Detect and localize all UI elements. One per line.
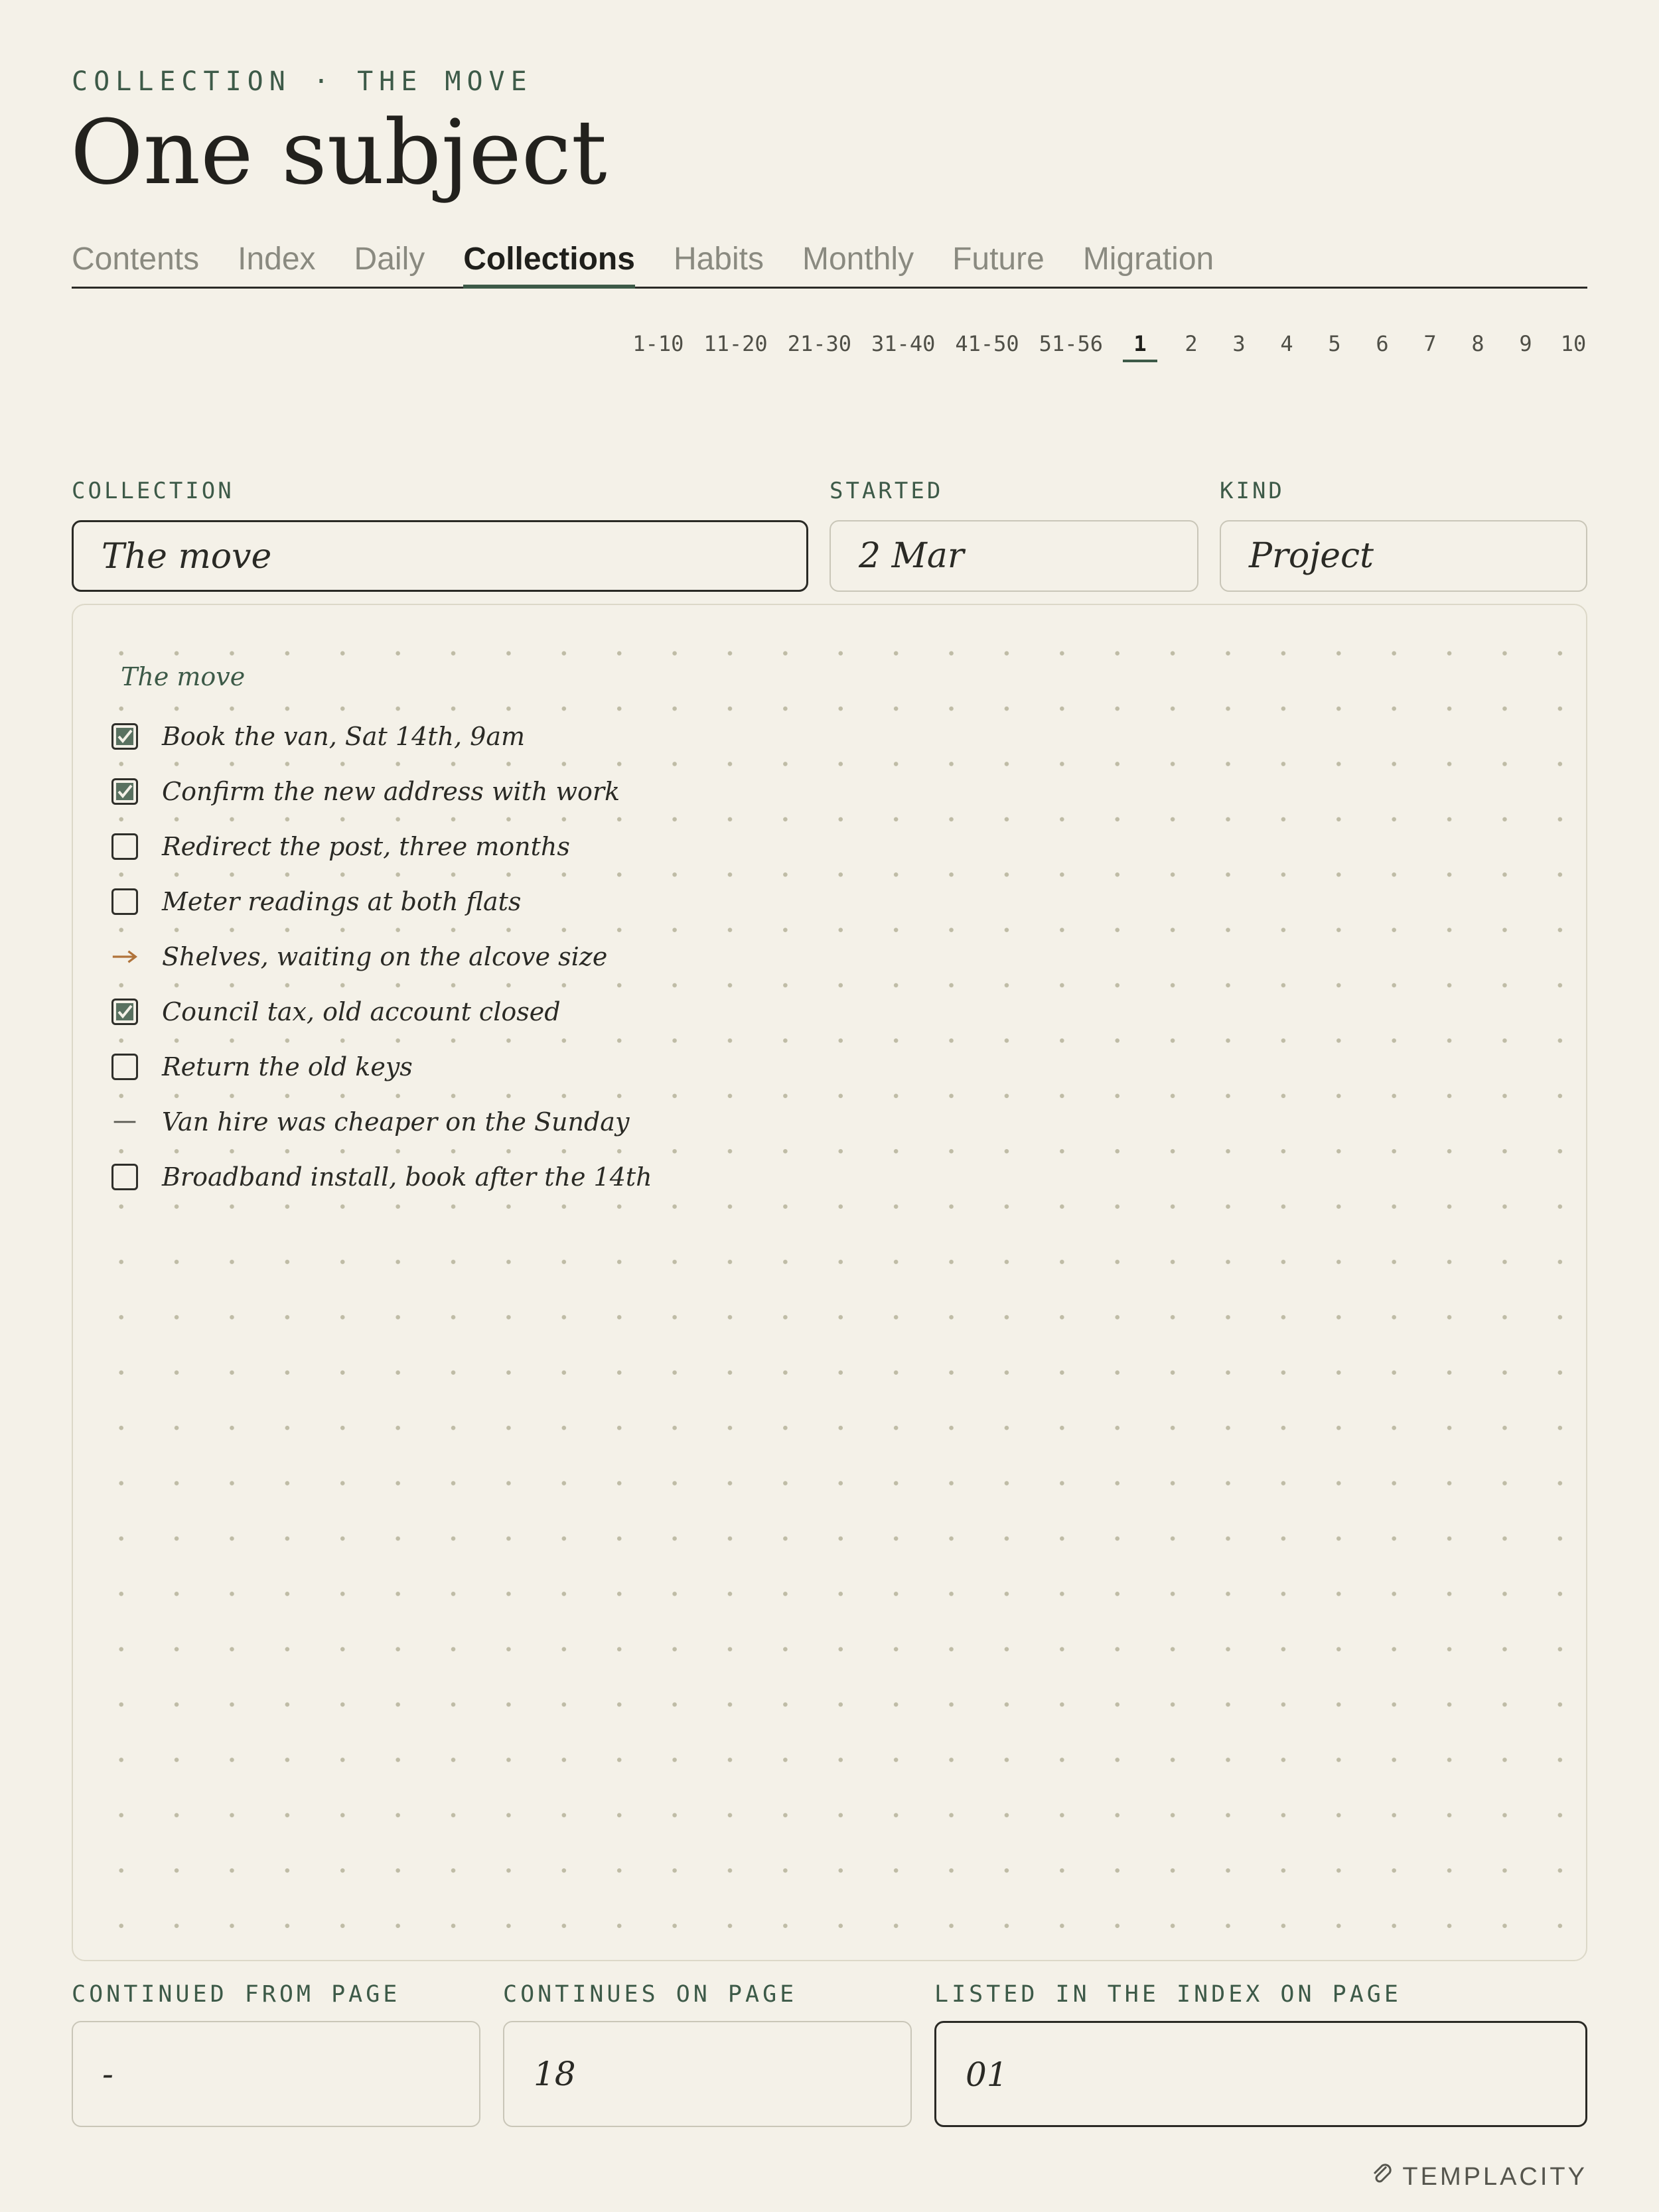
pager-range-41-50[interactable]: 41-50	[955, 331, 1019, 356]
checked-checkbox-icon[interactable]	[111, 723, 138, 750]
pager-range-31-40[interactable]: 31-40	[871, 331, 936, 356]
tab-daily[interactable]: Daily	[354, 242, 425, 277]
list-item-text: Return the old keys	[162, 1052, 413, 1081]
pager-range-1-10[interactable]: 1-10	[632, 331, 684, 356]
list-item-text: Shelves, waiting on the alcove size	[162, 942, 608, 971]
pager-page-6[interactable]: 6	[1376, 331, 1389, 356]
list-item	[111, 772, 620, 811]
pager-page-9[interactable]: 9	[1519, 331, 1532, 356]
unchecked-checkbox-icon[interactable]	[111, 1164, 138, 1190]
started-date-input[interactable]: 2 Mar	[830, 520, 1198, 592]
list-item-text: Van hire was cheaper on the Sunday	[162, 1107, 630, 1137]
brand-name: TEMPLACITY	[1402, 2162, 1587, 2191]
pager-range-11-20[interactable]: 11-20	[703, 331, 768, 356]
list-item	[111, 1047, 413, 1087]
pager-range-51-56[interactable]: 51-56	[1039, 331, 1103, 356]
checked-checkbox-icon[interactable]	[111, 999, 138, 1025]
tab-monthly[interactable]: Monthly	[802, 242, 914, 277]
section-tabs	[72, 232, 1587, 289]
list-item	[111, 937, 607, 977]
kind-input[interactable]: Project	[1220, 520, 1587, 592]
continued-from-input[interactable]: -	[72, 2021, 480, 2127]
tab-index[interactable]: Index	[238, 242, 316, 277]
list-item-text: Council tax, old account closed	[162, 997, 561, 1026]
page-pager	[613, 329, 1587, 362]
list-heading: The move	[121, 662, 246, 691]
page-title: One subject	[70, 101, 607, 204]
continues-on-input[interactable]: 18	[503, 2021, 912, 2127]
kind-field-label: KIND	[1220, 478, 1285, 504]
unchecked-checkbox-icon[interactable]	[111, 833, 138, 860]
list-item	[111, 1157, 652, 1197]
tab-habits[interactable]: Habits	[673, 242, 764, 277]
paperclip-icon	[1369, 2160, 1402, 2193]
unchecked-checkbox-icon[interactable]	[111, 1054, 138, 1080]
list-item	[111, 882, 521, 922]
migrated-arrow-icon	[111, 943, 138, 970]
pager-page-10[interactable]: 10	[1560, 331, 1587, 356]
pager-page-8[interactable]: 8	[1471, 331, 1484, 356]
pager-page-5[interactable]: 5	[1328, 331, 1341, 356]
list-item	[111, 827, 570, 866]
list-item-text: Meter readings at both flats	[162, 887, 522, 916]
tab-future[interactable]: Future	[952, 242, 1045, 277]
index-page-input[interactable]: 01	[934, 2021, 1587, 2127]
unchecked-checkbox-icon[interactable]	[111, 888, 138, 915]
list-item	[111, 1102, 629, 1142]
pager-page-4[interactable]: 4	[1280, 331, 1293, 356]
collection-eyebrow: COLLECTION · THE MOVE	[72, 66, 533, 97]
list-item-text: Confirm the new address with work	[162, 777, 620, 806]
list-item	[111, 717, 525, 756]
collection-name-input[interactable]: The move	[72, 520, 808, 592]
pager-page-7[interactable]: 7	[1423, 331, 1437, 356]
note-dash-icon	[111, 1109, 138, 1135]
brand-logo	[1369, 2160, 1587, 2193]
list-item-text: Book the van, Sat 14th, 9am	[162, 722, 526, 751]
pager-page-2[interactable]: 2	[1185, 331, 1198, 356]
checked-checkbox-icon[interactable]	[111, 778, 138, 805]
continued-from-label: CONTINUED FROM PAGE	[72, 1981, 401, 2008]
index-page-label: LISTED IN THE INDEX ON PAGE	[934, 1981, 1402, 2008]
continues-on-label: CONTINUES ON PAGE	[503, 1981, 798, 2008]
list-item	[111, 992, 561, 1032]
pager-range-21-30[interactable]: 21-30	[787, 331, 852, 356]
list-item-text: Redirect the post, three months	[162, 832, 570, 861]
pager-page-3[interactable]: 3	[1232, 331, 1246, 356]
collection-field-label: COLLECTION	[72, 478, 234, 504]
tab-collections[interactable]: Collections	[463, 232, 635, 287]
tab-migration[interactable]: Migration	[1082, 242, 1214, 277]
started-field-label: STARTED	[830, 478, 944, 504]
tab-contents[interactable]: Contents	[72, 242, 200, 277]
pager-page-1[interactable]: 1	[1123, 329, 1157, 362]
list-item-text: Broadband install, book after the 14th	[162, 1162, 652, 1192]
